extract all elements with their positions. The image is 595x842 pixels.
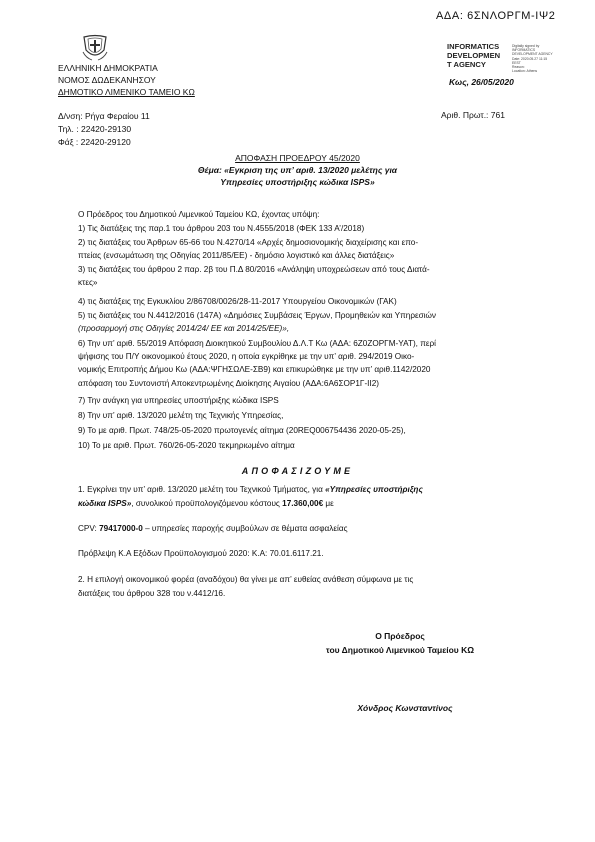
place-date: Κως, 26/05/2020 xyxy=(449,77,514,87)
decision-title: ΑΠΟΦΑΣΗ ΠΡΟΕΔΡΟΥ 45/2020 xyxy=(235,153,360,163)
decision-point-1: 1. Εγκρίνει την υπ’ αριθ. 13/2020 μελέτη του Τεχνικού Τμήματος, για «Υπηρεσίες υποστήριξης xyxy=(78,485,423,494)
decision-subject-line-1: Θέμα: «Εγκριση της υπ’ αριθ. 13/2020 μελέτης για xyxy=(197,165,398,175)
consideration-line: 8) Την υπ’ αριθ. 13/2020 μελέτη της Τεχνικής Υπηρεσίας, xyxy=(78,411,284,420)
consideration-line: 6) Την υπ’ αριθ. 55/2019 Απόφαση Διοικητικού Συμβουλίου Δ.Λ.Τ Κω (ΑΔΑ: 6Ζ0ΖΟΡΓΜ-ΥΑΤ), περί xyxy=(78,339,436,348)
consideration-line: πτείας (ενσωμάτωση της Οδηγίας 2011/85/ΕΕ) - δημόσιο λογιστικό και άλλες διατάξεις» xyxy=(78,251,395,260)
consideration-line: 10) Το με αριθ. Πρωτ. 760/26-05-2020 τεκμηριωμένο αίτημα xyxy=(78,441,295,450)
consideration-line: 4) τις διατάξεις της Εγκυκλίου 2/86708/0026/28-11-2017 Υπουργείου Οικονομικών (ΓΑΚ) xyxy=(78,297,397,306)
authority-fund: ΔΗΜΟΤΙΚΟ ΛΙΜΕΝΙΚΟ ΤΑΜΕΙΟ ΚΩ xyxy=(58,87,195,97)
consideration-line: 5) τις διατάξεις του Ν.4412/2016 (147Α) «Δημόσιες Συμβάσεις Έργων, Προμηθειών και Υπηρεσιών xyxy=(78,311,437,320)
consideration-line: (προσαρμογή στις Οδηγίες 2014/24/ ΕΕ και 2014/25/ΕΕ)», xyxy=(78,324,290,333)
logo-line-3: T AGENCY xyxy=(447,60,486,69)
consideration-line: 2) τις διατάξεις του Άρθρων 65-66 του Ν.4270/14 «Αρχές δημοσιονομικής διαχείρισης και επο- xyxy=(78,238,419,247)
address-street: Δ/νση: Ρήγα Φεραίου 11 xyxy=(58,111,150,121)
address-phone: Τηλ. : 22420-29130 xyxy=(58,124,132,134)
consideration-line: 9) Το με αριθ. Πρωτ. 748/25-05-2020 πρωτογενές αίτημα (20REQ006754436 2020-05-25), xyxy=(78,426,406,435)
digital-signature-stamp: Digitally signed by INFORMATICS DEVELOPMENT AGENCY Date: 2020.05.27 11:15 EEST Reason: Location: Athens xyxy=(512,44,553,74)
cpv-line: CPV: 79417000-0 – υπηρεσίες παροχής συμβούλων σε θέματα ασφαλείας xyxy=(78,524,348,533)
consideration-line: ψήφισης του Π/Υ οικονομικού έτους 2020, η οποία εγκρίθηκε με την υπ’ αριθ. 294/2019 Οικο- xyxy=(78,352,415,361)
authority-country: ΕΛΛΗΝΙΚΗ ΔΗΜΟΚΡΑΤΙΑ xyxy=(58,63,158,73)
signatory-name: Χόνδρος Κωνσταντίνος xyxy=(357,703,453,713)
logo-line-1: INFORMATICS xyxy=(447,42,500,51)
ada-code: ΑΔΑ: 6ΣΝΛΟΡΓΜ-ΙΨ2 xyxy=(436,10,556,22)
consideration-line: 7) Την ανάγκη για υπηρεσίες υποστήριξης κώδικα ISPS xyxy=(78,396,279,405)
informatics-logo xyxy=(447,42,500,69)
budget-line: Πρόβλεψη Κ.Α Εξόδων Προϋπολογισμού 2020: Κ.Α: 70.01.6117.21. xyxy=(78,549,324,558)
address-fax: Φάξ : 22420-29120 xyxy=(58,137,131,147)
decision-subject-line-2: Υπηρεσίες υποστήριξης κώδικα ISPS» xyxy=(220,177,375,187)
protocol-number: Αριθ. Πρωτ.: 761 xyxy=(441,110,505,120)
signature-title-2: του Δημοτικού Λιμενικού Ταμείου ΚΩ xyxy=(325,645,475,655)
signature-title-1: Ο Πρόεδρος xyxy=(375,631,425,641)
consideration-line: 1) Τις διατάξεις της παρ.1 του άρθρου 203 του Ν.4555/2018 (ΦΕΚ 133 Α’/2018) xyxy=(78,224,365,233)
authority-prefecture: ΝΟΜΟΣ ΔΩΔΕΚΑΝΗΣΟΥ xyxy=(58,75,156,85)
consideration-line: νομικής Επιτροπής Δήμου Κω (ΑΔΑ:ΨΓΗΣΩΛΕ-ΣΒ9) και επικυρώθηκε με την υπ’ αριθ.1142/2020 xyxy=(78,365,431,374)
intro-text: Ο Πρόεδρος του Δημοτικού Λιμενικού Ταμείου ΚΩ, έχοντας υπόψη: xyxy=(78,210,320,219)
logo-line-2: DEVELOPMEN xyxy=(447,51,501,60)
consideration-line: 3) τις διατάξεις του άρθρου 2 παρ. 2β του Π.Δ 80/2016 «Ανάληψη υποχρεώσεων από τους Διατά- xyxy=(78,265,430,274)
decision-point-2-line-1: 2. Η επιλογή οικονομικού φορέα (αναδόχου) θα γίνει με απ’ ευθείας ανάθεση σύμφωνα με τις xyxy=(78,575,414,584)
consideration-line: απόφαση του Συντονιστή Αποκεντρωμένης Διοίκησης Αιγαίου (ΑΔΑ:6Α6ΣΟΡ1Γ-ΙΙ2) xyxy=(78,379,379,388)
hellenic-republic-emblem xyxy=(80,34,110,62)
consideration-line: κτες» xyxy=(78,278,98,287)
decision-point-1-cont: κώδικα ISPS», συνολικού προϋπολογιζόμενου κόστους 17.360,00€ με xyxy=(78,499,334,508)
decision-point-2-line-2: διατάξεις του άρθρου 328 του ν.4412/16. xyxy=(78,589,226,598)
decides-heading: ΑΠΟΦΑΣΙΖΟΥΜΕ xyxy=(241,466,354,476)
